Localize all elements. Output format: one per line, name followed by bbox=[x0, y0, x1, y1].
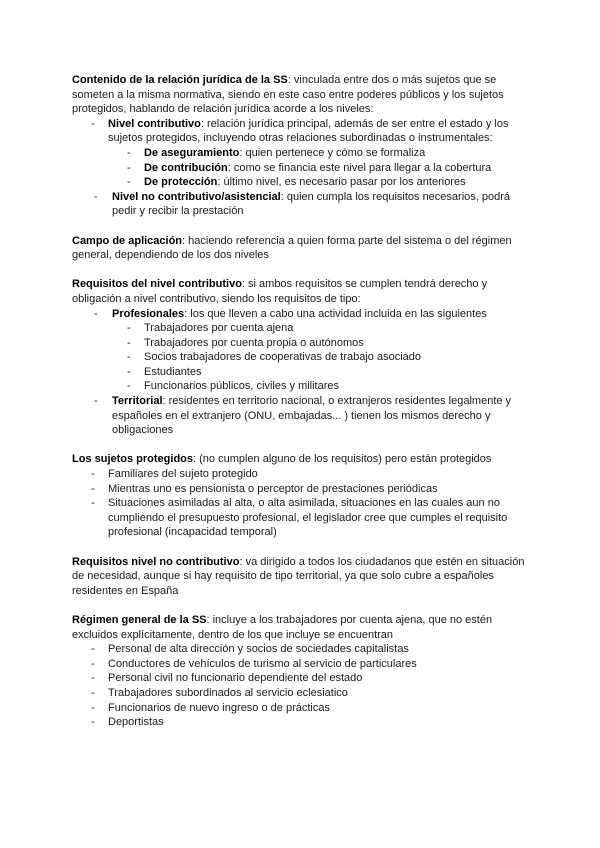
item-text: Situaciones asimiladas al alta, o alta asimilada, situaciones en las cuales aun no cumpliendo el presupuesto profesional, el legislador cree que cumples el requisito profesional (incapacidad temporal) bbox=[108, 497, 508, 539]
item-text: Familiares del sujeto protegido bbox=[108, 468, 258, 481]
section-text: : si ambos requisitos se cumplen tendrá derecho y obligación a nivel contributivo, siendo los requisitos de tipo: bbox=[72, 278, 488, 305]
subitem-text: : como se financia este nivel para llegar a la cobertura bbox=[227, 161, 492, 174]
bullet-dash-icon: - bbox=[91, 482, 95, 495]
item-heading: Nivel no contributivo/asistencial bbox=[112, 190, 281, 203]
item-text: Personal de alta dirección y socios de sociedades capitalistas bbox=[108, 643, 409, 656]
section-requisitos-list bbox=[72, 307, 530, 438]
section-heading: Requisitos nivel no contributivo bbox=[72, 555, 240, 568]
item-text: Mientras uno es pensionista o perceptor de prestaciones periódicas bbox=[108, 482, 438, 495]
spacer bbox=[72, 263, 530, 278]
list-item bbox=[72, 467, 530, 482]
spacer bbox=[72, 598, 530, 613]
bullet-dash-icon: - bbox=[127, 176, 131, 189]
bullet-dash-icon: - bbox=[127, 146, 131, 159]
list-item bbox=[72, 671, 530, 686]
list-subitem bbox=[108, 336, 530, 351]
list-item bbox=[72, 657, 530, 672]
item-text: : quien cumpla los requisitos necesarios, podrá pedir y recibir la prestación bbox=[112, 190, 511, 218]
subitem-heading: De protección bbox=[144, 176, 218, 189]
bullet-dash-icon: - bbox=[91, 117, 95, 130]
bullet-dash-icon: - bbox=[94, 190, 98, 203]
sublist bbox=[108, 146, 530, 190]
bullet-dash-icon: - bbox=[127, 365, 131, 378]
section-campo bbox=[72, 234, 530, 263]
document-page bbox=[72, 73, 530, 730]
item-heading: Profesionales bbox=[112, 307, 185, 320]
bullet-dash-icon: - bbox=[91, 672, 95, 685]
section-text: : va dirigido a todos los ciudadanos que estén en situación de necesidad, aunque si hay requisito de tipo territorial, ya que solo cubre a españoles residentes en España bbox=[72, 555, 525, 597]
spacer bbox=[72, 219, 530, 234]
bullet-dash-icon: - bbox=[91, 657, 95, 670]
bullet-dash-icon: - bbox=[127, 336, 131, 349]
bullet-dash-icon: - bbox=[91, 701, 95, 714]
bullet-dash-icon: - bbox=[91, 643, 95, 656]
item-heading: Nivel contributivo bbox=[108, 117, 201, 130]
bullet-dash-icon: - bbox=[127, 380, 131, 393]
item-heading: Territorial bbox=[112, 395, 163, 408]
section-heading: Los sujetos protegidos bbox=[72, 453, 194, 466]
item-text: : relación jurídica principal, además de ser entre el estado y los sujetos protegidos, incluyendo otras relaciones subordinadas o instrumentales: bbox=[108, 117, 509, 145]
subitem-text: Socios trabajadores de cooperativas de trabajo asociado bbox=[144, 351, 422, 364]
sublist bbox=[108, 321, 530, 394]
list-subitem bbox=[108, 146, 530, 161]
section-requisitos-no-contributivo bbox=[72, 555, 530, 599]
bullet-dash-icon: - bbox=[127, 161, 131, 174]
item-text: Conductores de vehículos de turismo al servicio de particulares bbox=[108, 657, 417, 670]
section-sujetos-protegidos bbox=[72, 452, 530, 467]
bullet-dash-icon: - bbox=[91, 716, 95, 729]
section-heading: Régimen general de la SS bbox=[72, 613, 207, 626]
subitem-text: Trabajadores por cuenta ajena bbox=[144, 322, 294, 335]
section-text: : vinculada entre dos o más sujetos que se someten a la misma normativa, siendo en este caso entre poderes públicos y los sujetos protegidos, hablando de relación jurídica acorde a los niveles: bbox=[72, 74, 504, 116]
item-text: : residentes en territorio nacional, o extranjeros residentes legalmente y españoles en el extranjero (ONU, embajadas... ) tienen los mismos derecho y obligaciones bbox=[112, 395, 512, 437]
subitem-text: Estudiantes bbox=[144, 365, 202, 378]
section-regimen-list bbox=[72, 642, 530, 730]
subitem-text: : quien pertenece y cómo se formaliza bbox=[239, 146, 426, 159]
list-subitem bbox=[108, 175, 530, 190]
list-item bbox=[72, 482, 530, 497]
subitem-heading: De aseguramiento bbox=[144, 146, 240, 159]
list-item bbox=[72, 117, 530, 190]
bullet-dash-icon: - bbox=[91, 468, 95, 481]
subitem-heading: De contribución bbox=[144, 161, 228, 174]
list-item bbox=[72, 642, 530, 657]
list-subitem bbox=[108, 365, 530, 380]
section-requisitos-contributivo bbox=[72, 277, 530, 306]
list-subitem bbox=[108, 379, 530, 394]
bullet-dash-icon: - bbox=[91, 686, 95, 699]
bullet-dash-icon: - bbox=[91, 497, 95, 510]
section-text: : haciendo referencia a quien forma parte del sistema o del régimen general, dependiendo de los dos niveles bbox=[72, 234, 512, 262]
section-text: : (no cumplen alguno de los requisitos) pero están protegidos bbox=[193, 453, 492, 466]
list-subitem bbox=[108, 321, 530, 336]
list-item bbox=[72, 190, 530, 219]
section-sujetos-list bbox=[72, 467, 530, 540]
list-item bbox=[72, 307, 530, 395]
spacer bbox=[72, 438, 530, 453]
section-contenido bbox=[72, 73, 530, 117]
list-subitem bbox=[108, 350, 530, 365]
item-text: Funcionarios de nuevo ingreso o de prácticas bbox=[108, 701, 330, 714]
item-text: Deportistas bbox=[108, 716, 164, 729]
subitem-text: Funcionarios públicos, civiles y militares bbox=[144, 380, 340, 393]
bullet-dash-icon: - bbox=[94, 395, 98, 408]
section-contenido-list bbox=[72, 117, 530, 219]
list-item bbox=[72, 686, 530, 701]
list-item bbox=[72, 496, 530, 540]
subitem-text: Trabajadores por cuenta propia o autónomos bbox=[144, 336, 364, 349]
section-heading: Contenido de la relación jurídica de la SS bbox=[72, 74, 288, 86]
item-text: : los que lleven a cabo una actividad incluida en las siguientes bbox=[184, 307, 487, 320]
spacer bbox=[72, 540, 530, 555]
list-subitem bbox=[108, 161, 530, 176]
item-text: Trabajadores subordinados al servicio eclesiatico bbox=[108, 686, 348, 699]
item-text: Personal civil no funcionario dependiente del estado bbox=[108, 672, 363, 685]
bullet-dash-icon: - bbox=[94, 307, 98, 320]
section-text: : incluye a los trabajadores por cuenta ajena, que no estén excluidos explícitamente, dentro de los que incluye se encuentran bbox=[72, 613, 493, 641]
bullet-dash-icon: - bbox=[127, 351, 131, 364]
list-item bbox=[72, 715, 530, 730]
list-item bbox=[72, 701, 530, 716]
bullet-dash-icon: - bbox=[127, 322, 131, 335]
section-heading: Requisitos del nivel contributivo bbox=[72, 278, 242, 291]
list-item bbox=[72, 394, 530, 438]
section-regimen-general bbox=[72, 613, 530, 642]
section-heading: Campo de aplicación bbox=[72, 234, 183, 247]
subitem-text: : último nivel, es necesario pasar por los anteriores bbox=[217, 176, 466, 189]
